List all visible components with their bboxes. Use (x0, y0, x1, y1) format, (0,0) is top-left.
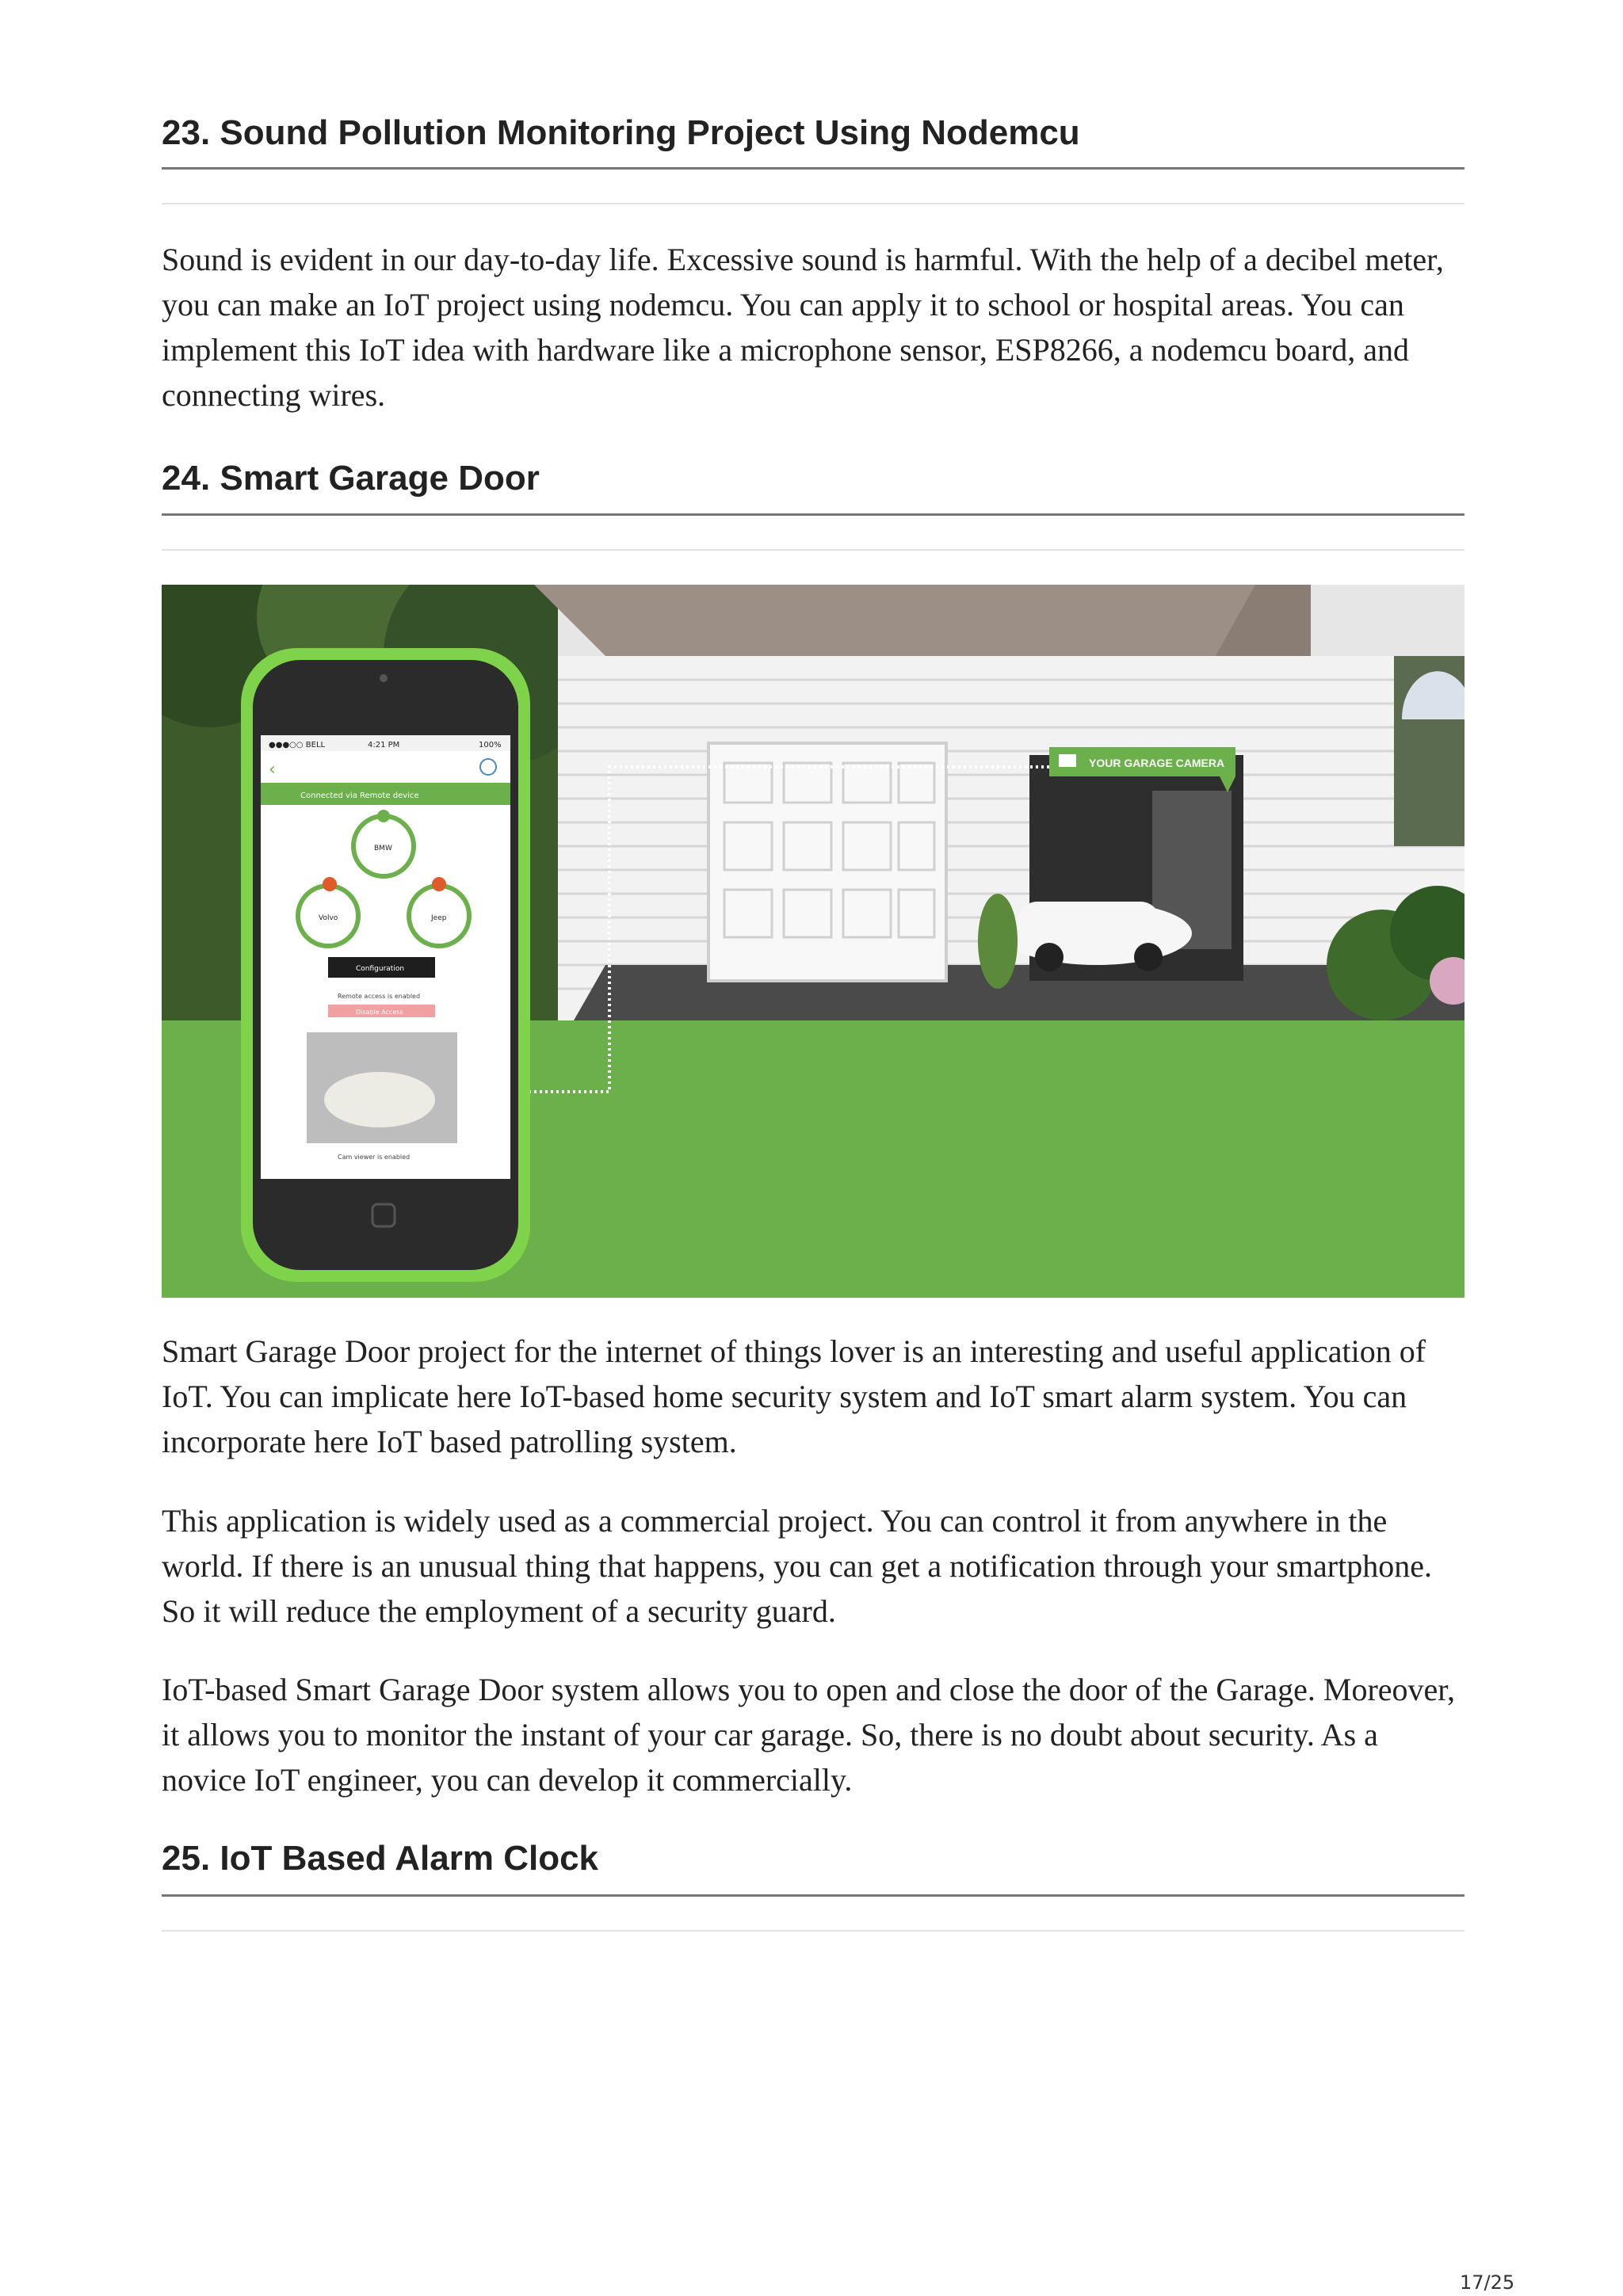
phone-battery: 100% (479, 741, 502, 749)
divider (162, 203, 1465, 204)
app-banner: Connected via Remote device (300, 791, 419, 800)
phone-time: 4:21 PM (368, 741, 400, 749)
cam-status: Cam viewer is enabled (338, 1154, 411, 1161)
section-25-heading: 25. IoT Based Alarm Clock (162, 1839, 599, 1878)
section-23-paragraph: Sound is evident in our day-to-day life. Excessive sound is harmful. With the help of a decibel meter, you can make an IoT project using nodemcu. You can apply it to school or hospital areas. You can implement this IoT idea with hardware like a microphone sensor, ESP8266, a nodemcu board, and connecting wires. (162, 242, 1444, 413)
section-24-paragraph-2: This application is widely used as a commercial project. You can control it from anywhere in the world. If there is an unusual thing that happens, you can get a notification through your smartphone. So it will reduce the employment of a security guard. (162, 1503, 1432, 1629)
node-jeep: Jeep (431, 914, 447, 922)
divider (162, 549, 1465, 551)
smart-garage-image (162, 585, 1465, 1298)
heading-underline (162, 1894, 1465, 1897)
remote-status: Remote access is enabled (338, 993, 421, 1000)
section-24-paragraph-1: Smart Garage Door project for the internet of things lover is an interesting and useful application of IoT. You can implicate here IoT-based home security system and IoT smart alarm system. You can incorporate here IoT based patrolling system. (162, 1333, 1426, 1459)
disable-button-label: Disable Access (356, 1009, 403, 1016)
heading-underline (162, 167, 1465, 170)
section-24-paragraph-3: IoT-based Smart Garage Door system allows you to open and close the door of the Garage. Moreover, it allows you to monitor the instant of your car garage. So, there is no doubt about security. As a novice IoT engineer, you can develop it commercially. (162, 1672, 1456, 1798)
config-button-label: Configuration (356, 965, 405, 973)
node-bmw: BMW (374, 845, 392, 852)
page-number: 17/25 (1460, 2271, 1515, 2294)
divider (162, 1930, 1465, 1932)
section-24-heading: 24. Smart Garage Door (162, 459, 540, 498)
heading-underline (162, 513, 1465, 516)
garage-illustration (162, 585, 1465, 1298)
camera-tag-label: YOUR GARAGE CAMERA (1089, 757, 1225, 769)
phone-carrier: ●●●○○ BELL (269, 741, 326, 749)
section-23-heading: 23. Sound Pollution Monitoring Project Using Nodemcu (162, 113, 1080, 152)
node-volvo: Volvo (319, 914, 338, 922)
back-icon: ‹ (269, 760, 276, 780)
